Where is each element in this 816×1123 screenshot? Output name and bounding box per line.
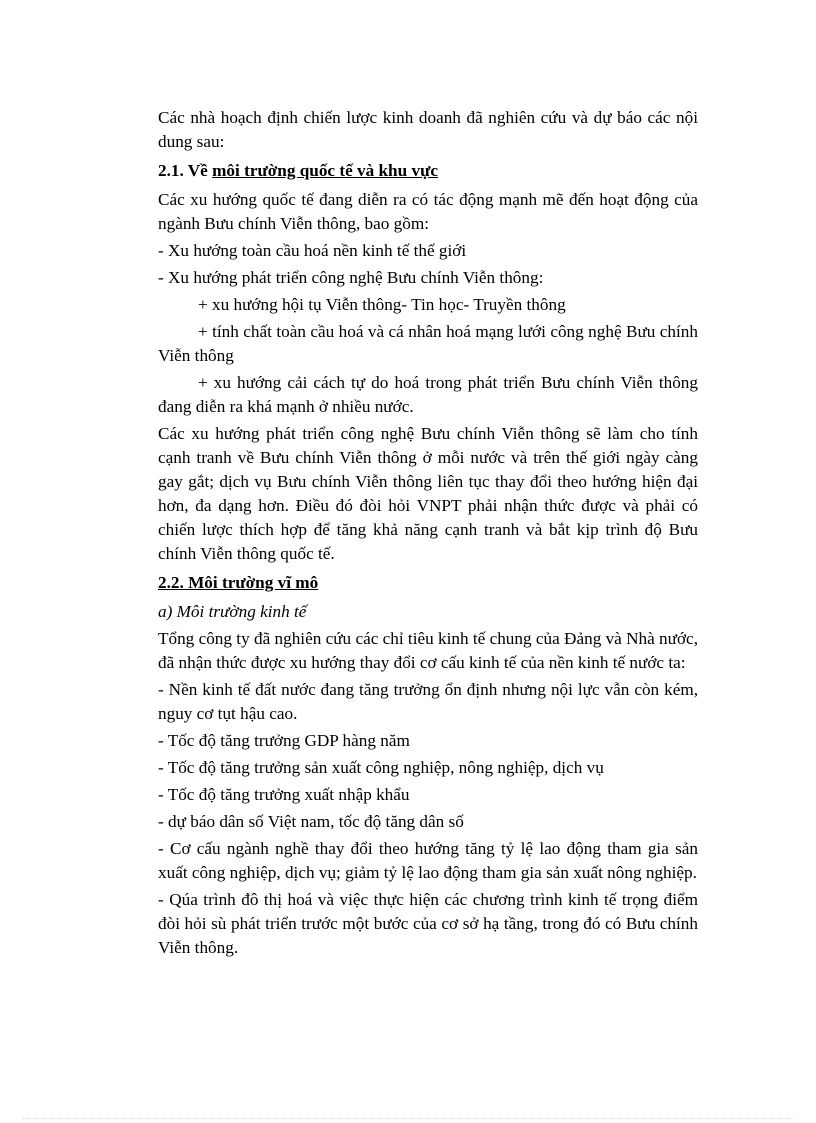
- sub-bullet-item: + xu hướng cải cách tự do hoá trong phát triển Bưu chính Viễn thông đang diễn ra khá mạnh ở nhiều nước.: [158, 373, 698, 416]
- page-bottom-divider: [22, 1118, 794, 1119]
- bullet-item: - Nền kinh tế đất nước đang tăng trưởng ổn định nhưng nội lực vẫn còn kém, nguy cơ tụt hậu cao.: [158, 680, 698, 723]
- paragraph: Tổng công ty đã nghiên cứu các chỉ tiêu kinh tế chung của Đảng và Nhà nước, đã nhận thức được xu hướng thay đổi cơ cấu kinh tế của nền kinh tế nước ta:: [158, 629, 698, 672]
- subsection-heading: a) Môi trường kinh tế: [158, 602, 307, 621]
- bullet-item: - Xu hướng phát triển công nghệ Bưu chính Viễn thông:: [158, 268, 544, 287]
- bullet-item: - dự báo dân số Việt nam, tốc độ tăng dân số: [158, 812, 464, 831]
- bullet-item: - Xu hướng toàn cầu hoá nền kinh tế thế giới: [158, 241, 467, 260]
- intro-paragraph: Các nhà hoạch định chiến lược kinh doanh đã nghiên cứu và dự báo các nội dung sau:: [158, 108, 698, 151]
- paragraph: Các xu hướng phát triển công nghệ Bưu chính Viễn thông sẽ làm cho tính cạnh tranh về Bưu chính Viễn thông ở mỗi nước và trên thế giới ngày càng gay gắt; dịch vụ Bưu chính Viễn thông liên tục thay đổi theo hướng hiện đại hơn, đa dạng hơn. Điều đó đòi hỏi VNPT phải nhận thức được và phải có chiến lược thích hợp để tăng khả năng cạnh tranh và bắt kịp trình độ Bưu chính Viễn thông quốc tế.: [158, 424, 698, 563]
- document-page: [158, 106, 698, 963]
- bullet-item: - Tốc độ tăng trưởng sản xuất công nghiệp, nông nghiệp, dịch vụ: [158, 758, 604, 777]
- bullet-item: - Tốc độ tăng trưởng xuất nhập khẩu: [158, 785, 410, 804]
- section-heading-2-1: [158, 159, 698, 183]
- paragraph: Các xu hướng quốc tế đang diễn ra có tác động mạnh mẽ đến hoạt động của ngành Bưu chính Viễn thông, bao gồm:: [158, 190, 698, 233]
- sub-bullet-item: + tính chất toàn cầu hoá và cá nhân hoá mạng lưới công nghệ Bưu chính Viễn thông: [158, 322, 698, 365]
- sub-bullet-item: + xu hướng hội tụ Viễn thông- Tin học- Truyền thông: [198, 295, 566, 314]
- section-heading-2-2: 2.2. Môi trường vĩ mô: [158, 573, 319, 592]
- bullet-item: - Tốc độ tăng trưởng GDP hàng năm: [158, 731, 410, 750]
- section-title: môi trường quốc tế và khu vực: [212, 161, 439, 180]
- bullet-item: - Cơ cấu ngành nghề thay đổi theo hướng tăng tỷ lệ lao động tham gia sản xuất công nghiệp, dịch vụ; giảm tỷ lệ lao động tham gia sản xuất nông nghiệp.: [158, 839, 698, 882]
- section-number: 2.1. Về: [158, 161, 213, 180]
- bullet-item: - Qúa trình đô thị hoá và việc thực hiện các chương trình kinh tế trọng điểm đòi hỏi sù phát triển trước một bước của cơ sở hạ tầng, trong đó có Bưu chính Viễn thông.: [158, 890, 698, 957]
